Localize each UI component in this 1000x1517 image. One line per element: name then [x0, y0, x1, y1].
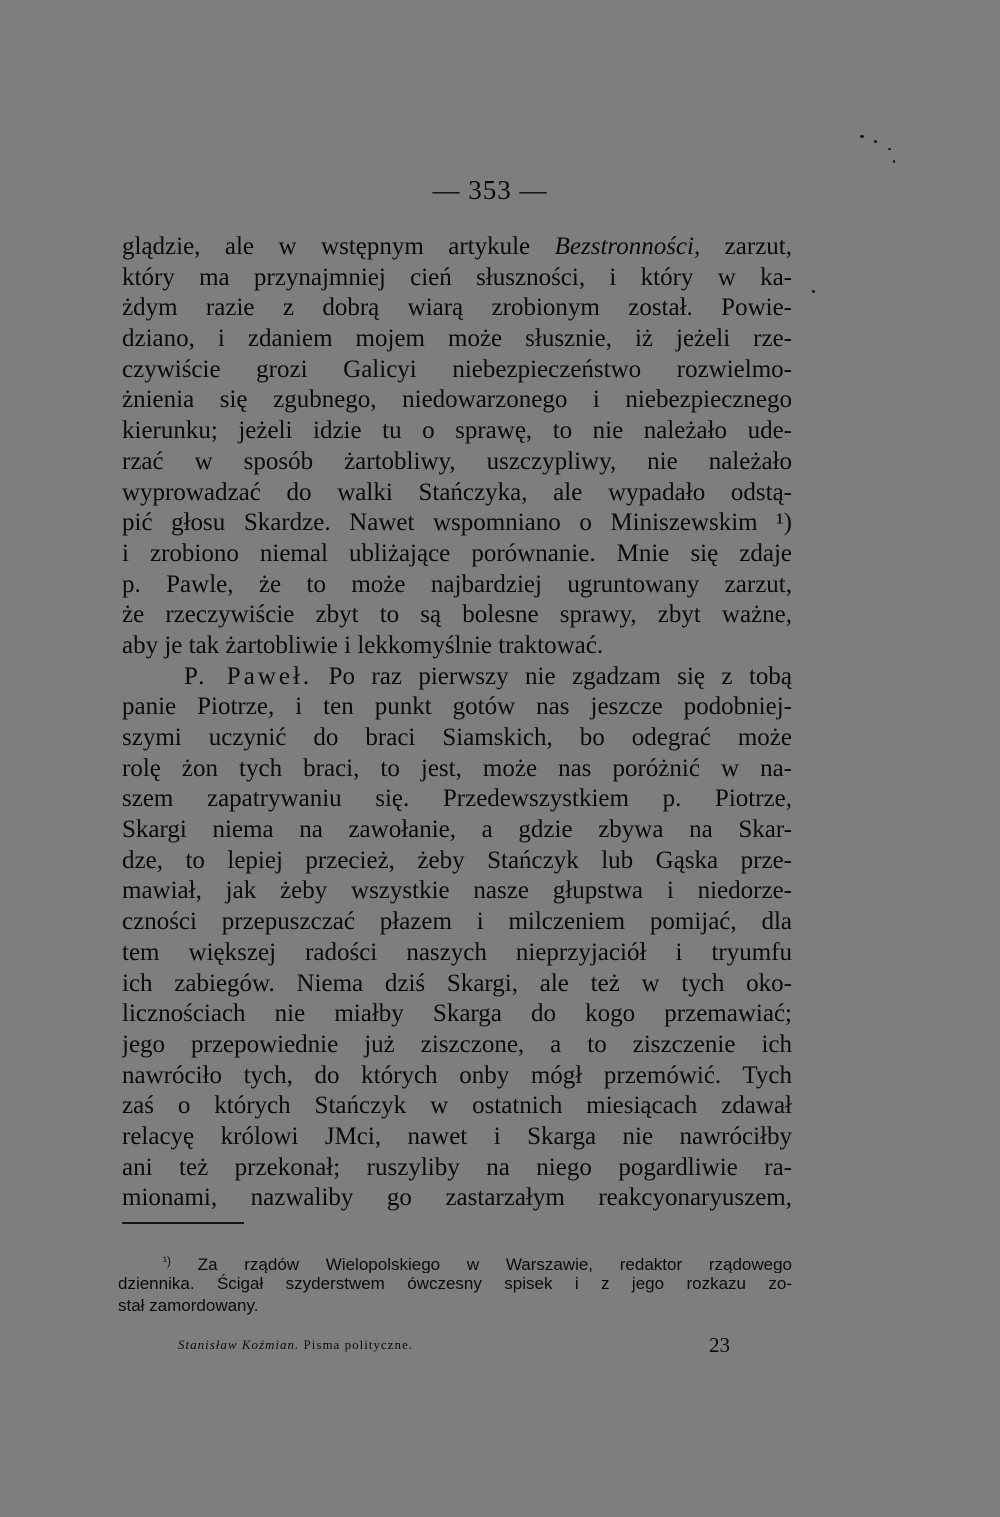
line-text: Po raz pierwszy nie zgadzam się z tobą [312, 662, 792, 690]
line-text: panie Piotrze, i ten punkt gotów nas jeszcze podobniej- [122, 693, 792, 721]
text-line [122, 447, 792, 478]
text-line [122, 662, 792, 693]
periodical-title: Bezstronności, [554, 233, 701, 260]
footnote-text: Za rządów Wielopolskiego w Warszawie, redaktor rządowego [197, 1255, 792, 1273]
text-line [122, 1091, 792, 1122]
text-line [122, 969, 792, 1000]
scan-speck [888, 148, 891, 150]
text-line [122, 907, 792, 938]
line-text: aby je tak żartobliwie i lekkomyślnie traktować. [122, 631, 604, 659]
line-text: pić głosu Skardze. Nawet wspomniano o Miniszewskim ¹) [122, 509, 792, 537]
text-line [122, 478, 792, 509]
line-text: jego przepowiednie już ziszczone, a to ziszczenie ich [122, 1030, 792, 1058]
line-text: zaś o których Stańczyk w ostatnich miesiącach zdawał [122, 1092, 792, 1120]
text-line [122, 1183, 792, 1214]
line-text: kierunku; jeżeli idzie tu o sprawę, to nie należało ude- [122, 417, 792, 445]
text-line [122, 723, 792, 754]
line-text-after: zarzut, [700, 233, 792, 260]
text-line [122, 263, 792, 294]
footnote-separator [122, 1222, 244, 1224]
signature-text [178, 1337, 413, 1353]
text-line [122, 784, 792, 815]
line-text: rzać w sposób żartobliwy, uszczypliwy, nie należało [122, 447, 792, 475]
line-text: mionami, nazwaliby go zastarzałym reakcyonaryuszem, [122, 1184, 792, 1212]
line-text: który ma przynajmniej cień słuszności, i który w ka- [122, 263, 792, 291]
footnote-line [118, 1295, 792, 1318]
text-line [122, 1061, 792, 1092]
scan-speck [874, 140, 877, 143]
line-text: i zrobiono niemal ubliżające porównanie. Mnie się zdaje [122, 539, 792, 567]
footnote-text: stał zamordowany. [118, 1296, 259, 1315]
footnote [118, 1250, 792, 1318]
text-line [122, 508, 792, 539]
page-number: — 353 — [432, 175, 548, 205]
speaker-name: P. Paweł. [184, 662, 313, 690]
text-line [122, 692, 792, 723]
text-line [122, 1030, 792, 1061]
text-line [122, 293, 792, 324]
line-text: czności przepuszczać płazem i milczeniem pomijać, dla [122, 908, 792, 936]
footnote-text: dziennika. Ścigał szyderstwem ówczesny spisek i z jego rozkazu zo- [118, 1273, 792, 1293]
text-line [122, 385, 792, 416]
line-text: że rzeczywiście zbyt to są bolesne sprawy, zbyt ważne, [122, 601, 792, 629]
sheet-number: 23 [709, 1333, 730, 1357]
line-text: żnienia się zgubnego, niedowarzonego i niebezpiecznego [122, 386, 792, 414]
text-line [122, 754, 792, 785]
body-text [122, 232, 792, 1214]
footnote-line [118, 1273, 792, 1296]
line-text: rolę żon tych braci, to jest, może nas poróżnić w na- [122, 754, 792, 782]
text-line [122, 355, 792, 386]
text-line [122, 416, 792, 447]
line-text: p. Pawle, że to może najbardziej ugruntowany zarzut, [122, 570, 792, 598]
text-line [122, 232, 792, 263]
signature-work: Pisma polityczne. [303, 1337, 413, 1352]
signature-author: Stanisław Koźmian. [178, 1337, 300, 1352]
line-text: dziano, i zdaniem mojem może słusznie, iż jeżeli rze- [122, 325, 792, 353]
footnote-line [118, 1250, 792, 1273]
line-text: relacyę królowi JMci, nawet i Skarga nie nawróciłby [122, 1122, 792, 1150]
line-text: żdym razie z dobrą wiarą zrobionym został. Powie- [122, 294, 792, 322]
text-line [122, 815, 792, 846]
line-text: dze, to lepiej przecież, żeby Stańczyk lub Gąska prze- [122, 846, 792, 874]
text-line [122, 846, 792, 877]
line-text: Skargi niema na zawołanie, a gdzie zbywa na Skar- [122, 816, 792, 844]
line-text: licznościach nie miałby Skarga do kogo przemawiać; [122, 1000, 792, 1028]
scan-speck [860, 135, 864, 138]
text-line [122, 999, 792, 1030]
line-text: szymi uczynić do braci Siamskich, bo odegrać może [122, 724, 792, 751]
line-text: mawiał, jak żeby wszystkie nasze głupstwa i niedorze- [122, 877, 792, 905]
line-text: czywiście grozi Galicyi niebezpieczeństwo rozwielmo- [122, 355, 792, 383]
text-line [122, 539, 792, 570]
line-text: glądzie, ale w wstępnym artykule [122, 233, 555, 260]
text-line [122, 876, 792, 907]
line-text: ich zabiegów. Niema dziś Skargi, ale też w tych oko- [122, 969, 792, 997]
footnote-mark: ¹) [163, 1254, 171, 1268]
text-line [122, 570, 792, 601]
line-text: wyprowadzać do walki Stańczyka, ale wypadało odstą- [122, 478, 792, 506]
line-text: ani też przekonał; ruszyliby na niego pogardliwie ra- [122, 1153, 792, 1181]
text-line [122, 1153, 792, 1184]
scan-speck [812, 290, 815, 293]
text-line [122, 938, 792, 969]
printer-signature [178, 1333, 730, 1361]
text-line [122, 1122, 792, 1153]
line-text: szem zapatrywaniu się. Przedewszystkiem p. Piotrze, [122, 785, 792, 813]
text-line [122, 600, 792, 631]
line-text: tem większej radości naszych nieprzyjaciół i tryumfu [122, 938, 792, 966]
text-line [122, 324, 792, 355]
scan-speck [893, 160, 895, 163]
text-line [122, 631, 792, 662]
line-text: nawróciło tych, do których onby mógł przemówić. Tych [122, 1061, 792, 1089]
